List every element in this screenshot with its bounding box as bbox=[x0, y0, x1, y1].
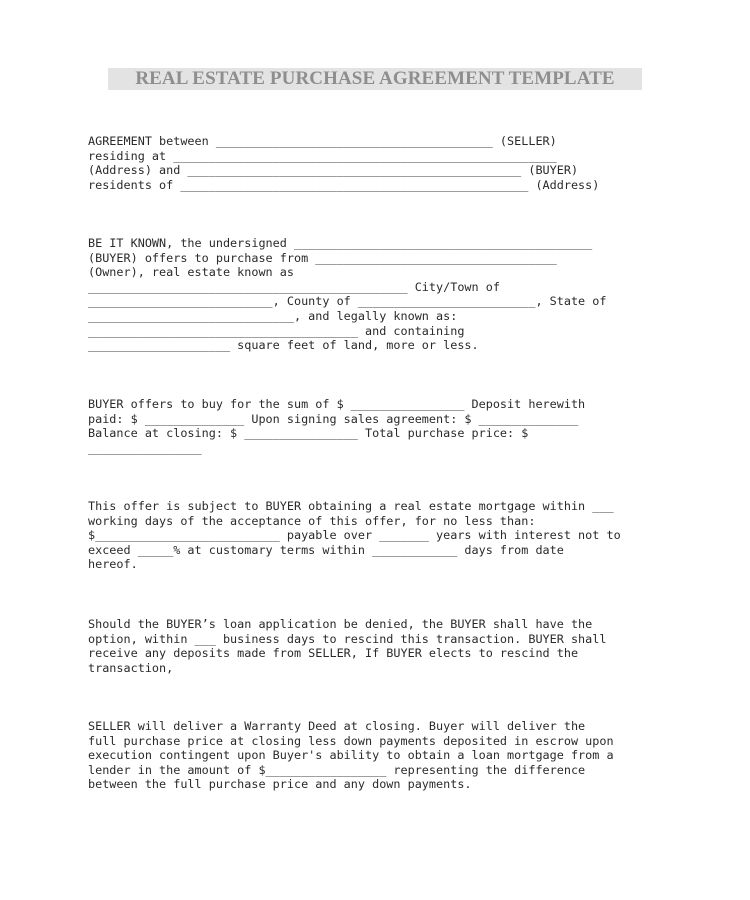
paragraph-line: receive any deposits made from SELLER, If BUYER elects to rescind the bbox=[88, 646, 579, 661]
paragraph-line: between the full purchase price and any down payments. bbox=[88, 777, 472, 792]
paragraph-line: ____________________ square feet of land, more or less. bbox=[88, 338, 479, 353]
paragraph-line: execution contingent upon Buyer's ability to obtain a loan mortgage from a bbox=[88, 748, 614, 763]
paragraph-line: __________________________, County of _________________________, State of bbox=[88, 294, 607, 309]
paragraph-line: residents of _________________________________________________ (Address) bbox=[88, 177, 600, 192]
paragraph-line: hereof. bbox=[88, 557, 138, 572]
paragraph-line: transaction, bbox=[88, 660, 174, 675]
paragraph-line: This offer is subject to BUYER obtaining a real estate mortgage within ___ bbox=[88, 499, 614, 513]
paragraph-line: _____________________________________________ City/Town of bbox=[88, 279, 500, 294]
paragraph-line: BE IT KNOWN, the undersigned __________________________________________ bbox=[88, 236, 593, 250]
parties-paragraph bbox=[88, 134, 668, 192]
paragraph-line: option, within ___ business days to rescind this transaction. BUYER shall bbox=[88, 631, 607, 646]
paragraph-line: full purchase price at closing less down payments deposited in escrow upon bbox=[88, 733, 614, 748]
paragraph-line: Balance at closing: $ ________________ Total purchase price: $ bbox=[88, 426, 529, 441]
paragraph-line: (Owner), real estate known as bbox=[88, 265, 294, 280]
price-paragraph bbox=[88, 397, 668, 455]
paragraph-line: (BUYER) offers to purchase from __________________________________ bbox=[88, 250, 557, 265]
paragraph-line: exceed _____% at customary terms within ____________ days from date bbox=[88, 542, 564, 557]
paragraph-line: working days of the acceptance of this offer, for no less than: bbox=[88, 513, 536, 528]
paragraph-line: $__________________________ payable over _______ years with interest not to bbox=[88, 528, 621, 543]
paragraph-line: Should the BUYER’s loan application be denied, the BUYER shall have the bbox=[88, 617, 593, 631]
property-paragraph bbox=[88, 236, 668, 353]
paragraph-line: residing at ______________________________________________________ bbox=[88, 148, 557, 163]
paragraph-line: ______________________________________ and containing bbox=[88, 323, 465, 338]
loan-denial-paragraph bbox=[88, 617, 668, 675]
paragraph-line: _____________________________, and legally known as: bbox=[88, 308, 458, 323]
paragraph-line: paid: $ ______________ Upon signing sales agreement: $ ______________ bbox=[88, 411, 579, 426]
document-title: REAL ESTATE PURCHASE AGREEMENT TEMPLATE bbox=[108, 68, 642, 90]
paragraph-line: lender in the amount of $_________________ representing the difference bbox=[88, 762, 586, 777]
paragraph-line: BUYER offers to buy for the sum of $ ________________ Deposit herewith bbox=[88, 397, 586, 411]
paragraph-line: ________________ bbox=[88, 440, 202, 455]
paragraph-line: (Address) and _______________________________________________ (BUYER) bbox=[88, 163, 579, 178]
warranty-deed-paragraph bbox=[88, 719, 668, 792]
mortgage-paragraph bbox=[88, 499, 668, 572]
paragraph-line: SELLER will deliver a Warranty Deed at closing. Buyer will deliver the bbox=[88, 719, 586, 733]
paragraph-line: AGREEMENT between _______________________________________ (SELLER) bbox=[88, 134, 557, 148]
